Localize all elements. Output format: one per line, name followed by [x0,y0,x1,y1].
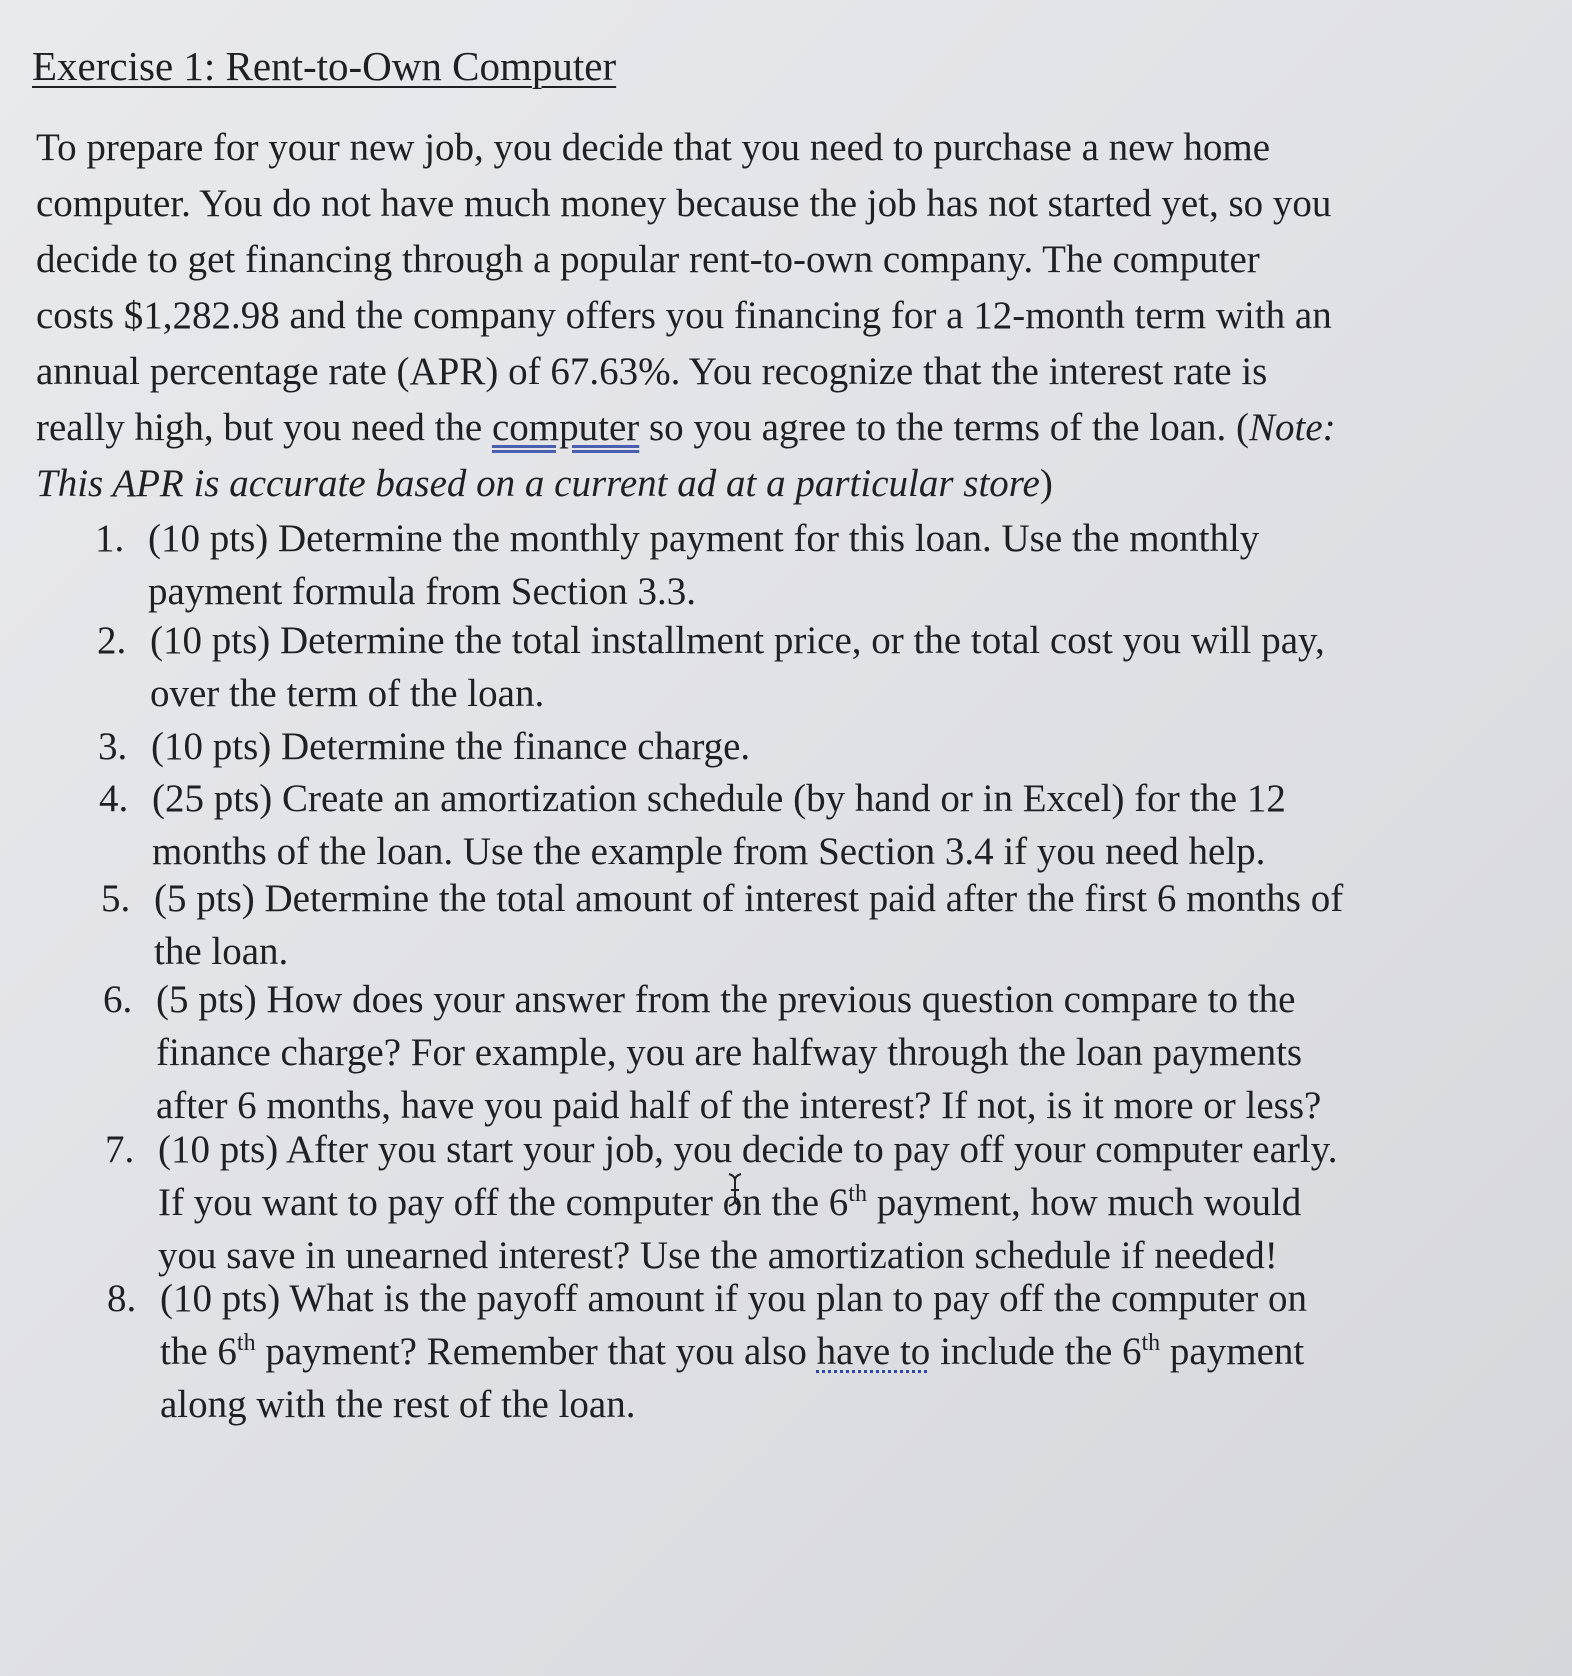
ordinal-suffix: th [1141,1330,1161,1356]
intro-line [36,400,1536,456]
question-text-part: payment? Remember that you also [255,1330,817,1373]
question-text [148,512,1498,618]
note-label: Note: [1249,406,1336,449]
intro-line: To prepare for your new job, you decide that you need to purchase a new home [36,126,1271,169]
question-line [158,1176,1508,1229]
grammar-underlined-word: computer [491,406,640,449]
question-text-part: payment, how much would [866,1181,1302,1224]
note-text: This APR is accurate based on a current ad at a particular store [36,462,1040,505]
intro-line: computer. You do not have much money because the job has not started yet, so you [36,182,1332,225]
question-text-part: include the 6 [930,1330,1142,1373]
question-number: 5. [101,877,131,920]
question-line: along with the rest of the loan. [160,1383,636,1426]
intro-line [36,456,1536,512]
question-line: (10 pts) Determine the total installment price, or the total cost you will pay, [150,619,1325,662]
question-text [150,614,1500,720]
question-number: 7. [105,1128,135,1171]
intro-text: so you agree to the terms of the loan. ( [639,406,1249,449]
question-line: (25 pts) Create an amortization schedule (by hand or in Excel) for the 12 [152,777,1286,820]
question-line [160,1325,1510,1378]
exercise-title: Exercise 1: Rent-to-Own Computer [32,43,617,89]
question-text-part: the 6 [160,1330,237,1373]
question-text [151,720,1501,773]
question-number: 3. [98,725,128,768]
question-text-part: payment [1160,1330,1305,1373]
question-number: 6. [103,978,133,1021]
question-text [160,1272,1510,1431]
question-line: (10 pts) Determine the finance charge. [151,725,751,768]
question-line: you save in unearned interest? Use the amortization schedule if needed! [158,1234,1278,1277]
question-line: finance charge? For example, you are halfway through the loan payments [156,1031,1303,1074]
intro-text: ) [1039,462,1053,505]
question-text [158,1123,1508,1282]
question-line: months of the loan. Use the example from Section 3.4 if you need help. [152,830,1266,873]
question-number: 4. [99,777,129,820]
intro-line: costs $1,282.98 and the company offers you financing for a 12-month term with an [36,294,1332,337]
ordinal-suffix: th [848,1181,867,1207]
question-line: (5 pts) Determine the total amount of interest paid after the first 6 months of [154,877,1344,920]
question-line: (10 pts) Determine the monthly payment for this loan. Use the monthly [148,517,1260,560]
question-number: 2. [97,619,127,662]
question-line: payment formula from Section 3.3. [148,570,697,613]
question-number: 1. [95,517,125,560]
question-line: (5 pts) How does your answer from the previous question compare to the [156,978,1296,1021]
question-text-part: If you want to pay off the computer on the 6 [158,1181,849,1224]
question-text [152,772,1502,878]
intro-line: annual percentage rate (APR) of 67.63%. You recognize that the interest rate is [36,350,1268,393]
text-cursor-icon [727,1172,743,1208]
question-text [156,973,1506,1132]
ordinal-suffix: th [236,1330,256,1356]
question-line: (10 pts) After you start your job, you decide to pay off your computer early. [158,1128,1338,1171]
question-line: (10 pts) What is the payoff amount if you plan to pay off the computer on [160,1277,1308,1320]
question-line: after 6 months, have you paid half of the interest? If not, is it more or less? [156,1084,1322,1127]
question-line: the loan. [154,930,289,973]
question-number: 8. [107,1277,137,1320]
intro-line: decide to get financing through a popular rent-to-own company. The computer [36,238,1260,281]
question-line: over the term of the loan. [150,672,545,715]
intro-text: really high, but you need the [36,406,492,449]
intro-paragraph [36,120,1536,512]
grammar-underlined-phrase: have to [816,1330,931,1373]
question-text [154,872,1504,978]
